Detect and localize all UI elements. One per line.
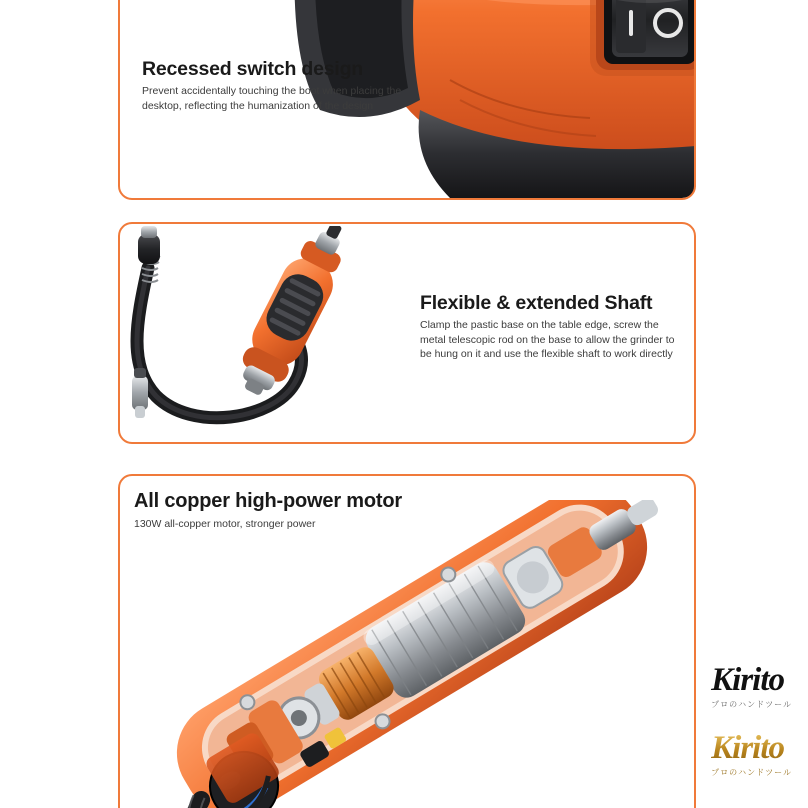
brand-tagline-gold: プロのハンドツール <box>711 768 792 777</box>
copper-motor-headline: All copper high-power motor <box>134 490 402 512</box>
panel-recessed-switch-text <box>142 58 412 113</box>
brand-logo-black <box>711 664 792 710</box>
copper-motor-subtext: 130W all-copper motor, stronger power <box>134 518 316 530</box>
flexible-shaft-subtext: Clamp the pastic base on the table edge, screw the metal telescopic rod on the base to allow the grinder to be hung on it and use the flexible shaft to work directly <box>420 319 675 360</box>
brand-logo-gold <box>711 732 792 778</box>
recessed-switch-subtext: Prevent accidentally touching the boot when placing the desktop, reflecting the humanization of the design <box>142 85 402 112</box>
brand-name-black: Kirito <box>711 662 785 698</box>
recessed-switch-headline: Recessed switch design <box>142 58 364 80</box>
brand-tagline-black: プロのハンドツール <box>711 700 792 709</box>
flexible-shaft-headline: Flexible & extended Shaft <box>420 292 653 314</box>
panel-copper-motor-text <box>134 490 514 531</box>
brand-name-gold: Kirito <box>711 732 792 765</box>
panel-flexible-shaft-text <box>420 292 676 361</box>
